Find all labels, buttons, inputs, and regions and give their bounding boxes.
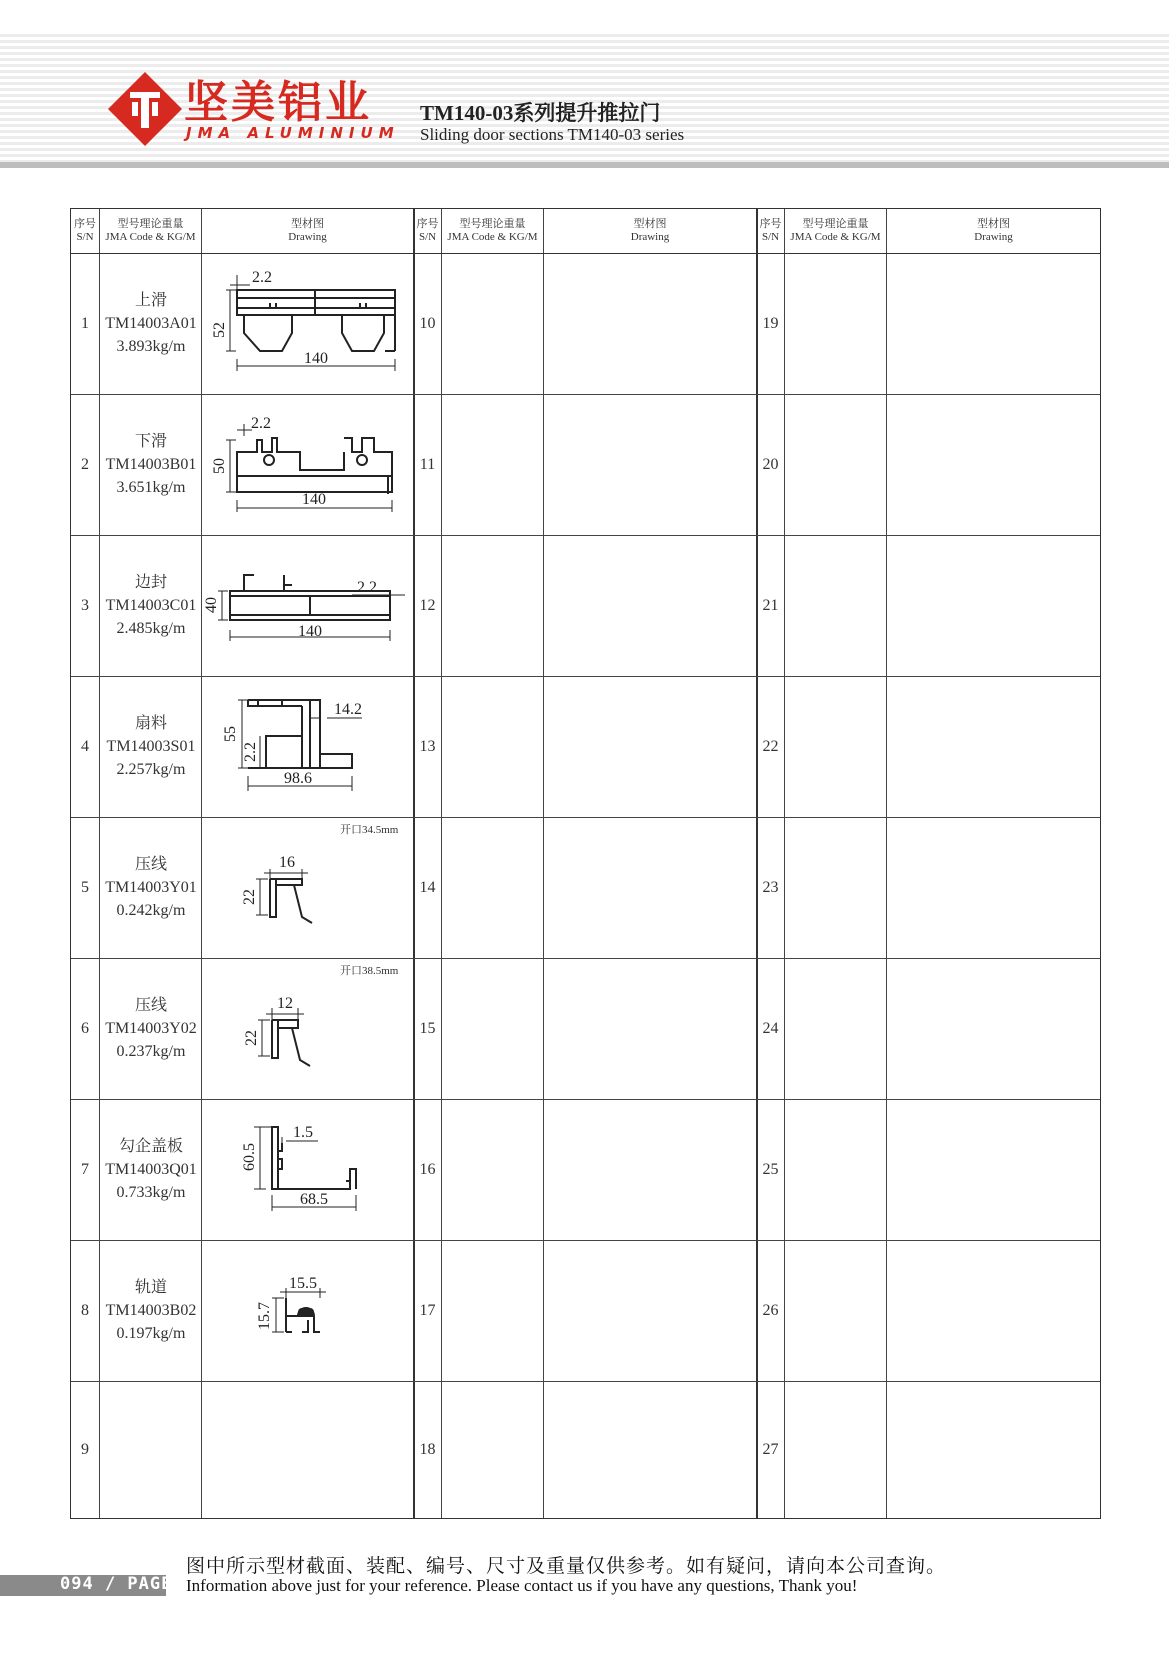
row-sn: 7 [81, 1160, 89, 1178]
dim-label: 60.5 [241, 1143, 258, 1171]
profile-info [100, 1240, 202, 1381]
profile-drawing-sash [202, 676, 413, 817]
row-sn: 20 [762, 455, 779, 473]
row-sn: 1 [81, 314, 89, 332]
profile-name: 边封 [134, 574, 167, 591]
row-sn: 15 [419, 1019, 436, 1037]
brand-name-en: JMA ALUMINIUM [186, 124, 400, 142]
profile-info [100, 676, 202, 817]
row-sn: 9 [81, 1440, 89, 1458]
row-sn: 17 [419, 1301, 436, 1319]
profile-info [100, 817, 202, 958]
footer-note-cn: 图中所示型材截面、装配、编号、尺寸及重量仅供参考。如有疑问，请向本公司查询。 [186, 1555, 947, 1577]
profile-weight: 0.242kg/m [116, 902, 186, 919]
jma-logo-icon [108, 72, 182, 146]
row-sn: 16 [419, 1160, 436, 1178]
header-sn: 序号 S/N [759, 218, 782, 243]
dim-label: 1.5 [293, 1124, 313, 1141]
brand-name-cn: 坚美铝业 [184, 77, 372, 128]
header-sn: 序号 S/N [416, 218, 439, 243]
dim-label: 140 [302, 491, 326, 508]
profile-name: 扇料 [134, 715, 167, 732]
profile-drawing-side-seal [202, 535, 413, 676]
dim-label: 22 [241, 889, 258, 905]
profile-code: TM14003A01 [105, 315, 197, 332]
row-sn: 18 [419, 1440, 436, 1458]
dim-label: 2.2 [252, 269, 272, 286]
profile-table [70, 208, 1101, 1519]
dim-label: 15.5 [289, 1275, 317, 1292]
row-sn: 14 [419, 878, 436, 896]
dim-label: 22 [243, 1030, 260, 1046]
profile-code: TM14003Y02 [105, 1020, 197, 1037]
profile-info [100, 958, 202, 1099]
profile-info [100, 394, 202, 535]
dim-label: 12 [277, 995, 293, 1012]
profile-code: TM14003B01 [105, 456, 197, 473]
profile-drawing-cover-plate [202, 1099, 413, 1240]
profile-info [100, 1099, 202, 1240]
row-sn: 13 [419, 737, 436, 755]
profile-code: TM14003S01 [106, 738, 196, 755]
profile-drawing-glazing-bead [202, 817, 413, 958]
opening-note: 开口38.5mm [340, 965, 399, 977]
row-sn: 27 [762, 1440, 779, 1458]
dim-label: 140 [304, 350, 328, 367]
profile-weight: 2.257kg/m [116, 761, 186, 778]
dim-label: 52 [211, 322, 228, 338]
profile-name: 压线 [134, 856, 167, 873]
profile-code: TM14003Q01 [105, 1161, 197, 1178]
dim-label: 55 [222, 726, 239, 742]
row-sn: 21 [762, 596, 779, 614]
dim-label: 14.2 [334, 701, 362, 718]
row-sn: 23 [762, 878, 779, 896]
profile-drawing-rail [202, 1240, 413, 1381]
profile-info [100, 253, 202, 394]
header-drawing: 型材图 Drawing [630, 218, 670, 243]
row-sn: 10 [419, 314, 436, 332]
row-sn: 6 [81, 1019, 89, 1037]
profile-name: 勾企盖板 [118, 1138, 183, 1155]
page-number: 094 / PAGE [60, 1574, 173, 1594]
header-code: 型号理论重量 JMA Code & KG/M [105, 218, 196, 243]
row-sn: 25 [762, 1160, 779, 1178]
profile-name: 压线 [134, 997, 167, 1014]
header-drawing: 型材图 Drawing [974, 218, 1013, 243]
row-sn: 5 [81, 878, 89, 896]
header-code: 型号理论重量 JMA Code & KG/M [790, 218, 881, 243]
profile-name: 上滑 [134, 292, 167, 309]
row-sn: 26 [762, 1301, 779, 1319]
row-sn: 12 [419, 596, 436, 614]
row-sn: 22 [762, 737, 779, 755]
profile-drawing-glazing-bead [202, 958, 413, 1099]
row-sn: 2 [81, 455, 89, 473]
profile-weight: 0.197kg/m [116, 1325, 186, 1342]
row-sn: 4 [81, 737, 89, 755]
dim-label: 2.2 [357, 579, 377, 596]
profile-weight: 0.237kg/m [116, 1043, 186, 1060]
row-sn: 24 [762, 1019, 779, 1037]
profile-drawing-upper-track [202, 253, 413, 394]
row-sn: 11 [419, 455, 436, 473]
dim-label: 2.2 [251, 415, 271, 432]
dim-label: 50 [211, 458, 228, 474]
profile-code: TM14003C01 [105, 597, 197, 614]
header-drawing: 型材图 Drawing [288, 218, 327, 243]
profile-name: 轨道 [134, 1279, 167, 1296]
dim-label: 68.5 [300, 1191, 328, 1208]
dim-label: 40 [203, 597, 220, 613]
profile-weight: 2.485kg/m [116, 620, 186, 637]
profile-drawing-lower-track [202, 394, 413, 535]
profile-info [100, 535, 202, 676]
profile-code: TM14003B02 [105, 1302, 197, 1319]
dim-label: 2.2 [242, 742, 259, 762]
series-title-cn: TM140-03系列提升推拉门 [420, 101, 661, 125]
dim-label: 15.7 [256, 1302, 273, 1330]
dim-label: 16 [279, 854, 295, 871]
row-sn: 8 [81, 1301, 89, 1319]
dim-label: 140 [298, 623, 322, 640]
profile-weight: 3.651kg/m [116, 479, 186, 496]
profile-name: 下滑 [134, 433, 167, 450]
footer-note-en: Information above just for your reference. Please contact us if you have any questions, Thank you! [186, 1576, 858, 1595]
profile-code: TM14003Y01 [105, 879, 197, 896]
header-sn: 序号 S/N [74, 218, 96, 243]
header-code: 型号理论重量 JMA Code & KG/M [447, 218, 538, 243]
row-sn: 3 [81, 596, 89, 614]
opening-note: 开口34.5mm [340, 824, 399, 836]
profile-weight: 0.733kg/m [116, 1184, 186, 1201]
series-title-en: Sliding door sections TM140-03 series [420, 125, 685, 144]
dim-label: 98.6 [284, 770, 312, 787]
profile-weight: 3.893kg/m [116, 338, 186, 355]
row-sn: 19 [762, 314, 779, 332]
